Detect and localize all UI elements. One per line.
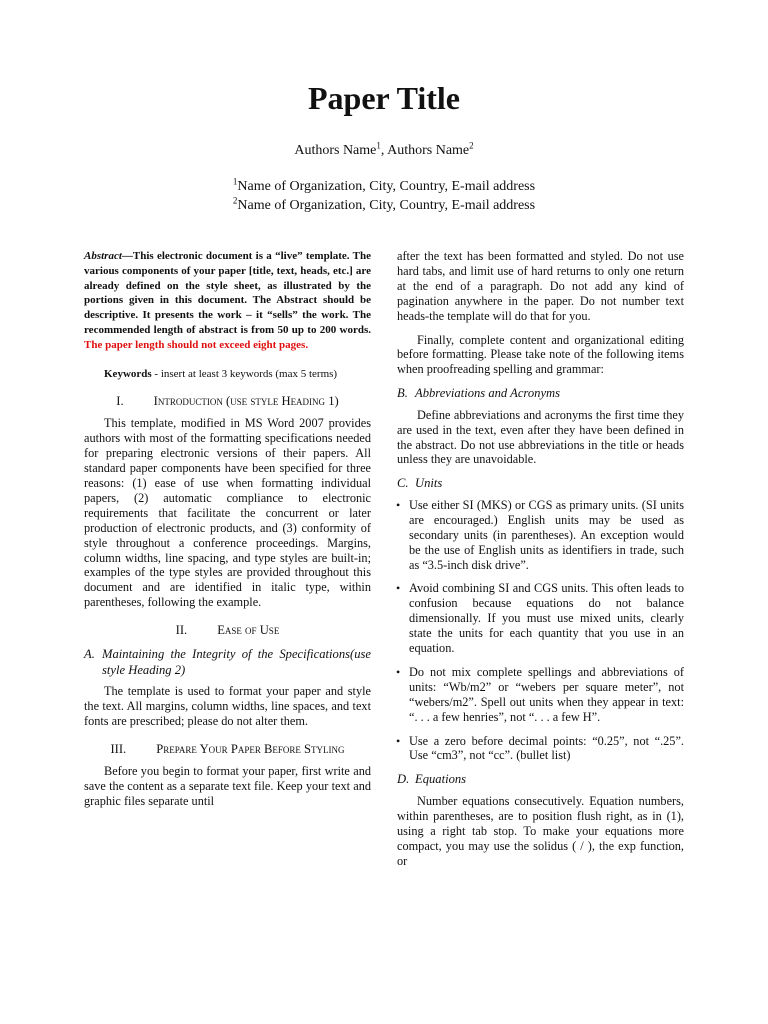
list-item: [397, 581, 684, 656]
list-item: [397, 734, 684, 764]
subsection-title: Abbreviations and Acronyms: [415, 386, 561, 401]
affiliation-2-text: Name of Organization, City, Country, E-mail address: [237, 198, 536, 213]
affiliation-1-sup: 1: [232, 176, 238, 187]
keywords-text: - insert at least 3 keywords (max 5 terms): [151, 367, 338, 380]
subsection-number: B.: [397, 386, 408, 401]
bullet-icon: •: [396, 733, 401, 748]
subsection-title: Equations: [415, 772, 467, 787]
section-title: Prepare Your Paper Before Styling: [156, 741, 345, 756]
affiliation-2: [0, 195, 768, 214]
keywords-label: Keywords: [104, 367, 152, 380]
section-heading-ease-of-use: [84, 622, 371, 638]
list-item-text: Avoid combining SI and CGS units. This often leads to confusion because equations do not balance dimensionally. If you must use mixed units, clearly state the units for each quantity that you use in an equation.: [409, 581, 684, 656]
author-1-sup: 1: [376, 140, 381, 151]
paragraph: Before you begin to format your paper, first write and save the content as a separate text file. Keep your text and graphic files separate until: [84, 763, 371, 808]
author-2: Authors Name: [387, 143, 470, 158]
author-2-sup: 2: [469, 140, 474, 151]
subsection-title: Units: [415, 476, 443, 491]
section-heading-prepare: [84, 741, 371, 757]
paragraph-continued: after the text has been formatted and styled. Do not use hard tabs, and limit use of hard returns to only one return at the end of a paragraph. Do not add any kind of pagination anywhere in the paper. Do not number text heads-the template will do that for you.: [397, 249, 684, 323]
subsection-number: A.: [84, 647, 95, 662]
bullet-icon: •: [396, 581, 401, 596]
section-number: III.: [110, 741, 127, 756]
subsection-heading-abbreviations: [397, 386, 684, 402]
bullet-icon: •: [396, 497, 401, 512]
paragraph: Number equations consecutively. Equation numbers, within parentheses, are to position flush right, as in (1), using a right tab stop. To make your equations more compact, you may use the solidus ( / ), the exp function, or: [397, 793, 684, 868]
subsection-number: C.: [397, 476, 409, 491]
left-column: [84, 249, 371, 809]
paragraph: This template, modified in MS Word 2007 provides authors with most of the formatting specifications needed for preparing electronic versions of their papers. All standard paper components have been specified for three reasons: (1) ease of use when formatting individual papers, (2) automatic compliance to electronic requirements that facilitate the concurrent or later production of electronic products, and (3) conformity of style throughout a conference proceedings. Margins, column widths, line spacing, and type styles are built-in; examples of the type styles are provided throughout this document and are identified in italic type, within parentheses, following the example.: [84, 416, 371, 610]
abstract-body: —This electronic document is a “live” template. The various components of your paper [title, text, heads, etc.] are already defined on the style sheet, as illustrated by the portions given in this document. The Abstract should be descriptive. It presents the work – it “sells” the work. The recommended length of abstract is from 50 up to 200 words.: [84, 250, 371, 336]
section-number: I.: [116, 394, 124, 409]
list-item: [397, 665, 684, 725]
section-title: Ease of Use: [217, 623, 280, 638]
abstract-warning: The paper length should not exceed eight pages.: [84, 338, 309, 351]
units-bullet-list: [397, 498, 684, 764]
section-number: II.: [175, 623, 188, 638]
subsection-number: D.: [397, 772, 410, 787]
list-item: [397, 498, 684, 573]
abstract: [84, 249, 371, 353]
paragraph: Finally, complete content and organizational editing before formatting. Please take note of the following items when proofreading spelling and grammar:: [397, 332, 684, 377]
abstract-label: Abstract: [84, 250, 122, 262]
subsection-heading-integrity: [84, 647, 371, 678]
right-column: [397, 249, 684, 868]
list-item-text: Do not mix complete spellings and abbreviations of units: “Wb/m2” or “webers per square meter”, not “webers/m2”. Spell out units when they appear in text: “. . . a few henries”, not “. . . a few H”.: [409, 664, 684, 724]
subsection-heading-equations: [397, 772, 684, 788]
list-item-text: Use either SI (MKS) or CGS as primary units. (SI units are encouraged.) English units may be used as secondary units (in parentheses). An exception would be the use of English units as identifiers in trade, such as “3.5-inch disk drive”.: [409, 497, 684, 572]
paragraph: Define abbreviations and acronyms the first time they are used in the text, even after they have been defined in the abstract. Do not use abbreviations in the title or heads unless they are unavoidable.: [397, 407, 684, 467]
paper-title: Paper Title: [308, 80, 460, 116]
author-separator: ,: [380, 143, 388, 158]
section-heading-introduction: [84, 393, 371, 409]
affiliation-1: [0, 176, 768, 195]
section-title: Introduction (use style Heading 1): [153, 394, 339, 409]
author-line: [0, 140, 768, 159]
subsection-title: Maintaining the Integrity of the Specifications(use style Heading 2): [102, 647, 371, 677]
subsection-heading-units: [397, 476, 684, 492]
paragraph: The template is used to format your paper and style the text. All margins, column widths, line spaces, and text fonts are prescribed; please do not alter them.: [84, 684, 371, 728]
list-item-text: Use a zero before decimal points: “0.25”, not “.25”. Use “cm3”, not “cc”. (bullet list): [409, 733, 684, 763]
author-1: Authors Name: [294, 143, 377, 158]
bullet-icon: •: [396, 664, 401, 679]
affiliation-2-sup: 2: [232, 195, 238, 206]
keywords: [84, 367, 371, 382]
affiliation-1-text: Name of Organization, City, Country, E-mail address: [237, 179, 536, 194]
